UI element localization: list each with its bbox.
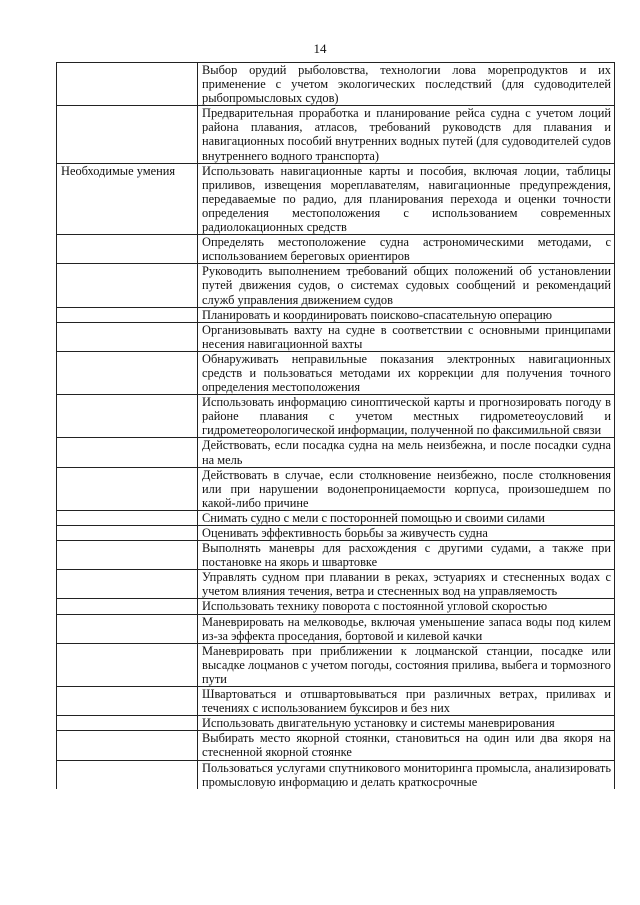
requirement-cell: Использовать навигационные карты и пособия, включая лоции, таблицы приливов, извещения мореплавателям, навигационные предупреждения, передаваемые по радио, для планирования перехода и оценки точности определения местоположения с использованием современных радиолокационных средств (198, 163, 615, 234)
table-row (57, 716, 615, 731)
requirement-cell: Маневрировать при приближении к лоцманской станции, посадке или высадке лоцманов с учетом погоды, состояния прилива, выбега и тормозного пути (198, 643, 615, 686)
table-row (57, 307, 615, 322)
requirement-cell: Выбирать место якорной стоянки, становиться на один или два якоря на стесненной якорной стоянке (198, 731, 615, 760)
table-row (57, 467, 615, 510)
table-row (57, 322, 615, 351)
section-label-continuation (57, 106, 198, 163)
requirement-cell: Действовать, если посадка судна на мель неизбежна, и после посадки судна на мель (198, 438, 615, 467)
section-label-continuation (57, 322, 198, 351)
section-label-continuation (57, 570, 198, 599)
requirement-cell: Маневрировать на мелководье, включая уменьшение запаса воды под килем из-за эффекта проседания, бортовой и килевой качки (198, 614, 615, 643)
requirement-cell: Использовать информацию синоптической карты и прогнозировать погоду в районе плавания с учетом местных гидрометеоусловий и гидрометеорологической информации, полученной по факсимильной связи (198, 395, 615, 438)
section-label-continuation (57, 235, 198, 264)
section-label-continuation (57, 599, 198, 614)
section-label: Необходимые умения (57, 163, 198, 234)
requirement-cell: Использовать двигательную установку и системы маневрирования (198, 716, 615, 731)
table-row (57, 163, 615, 234)
requirement-cell: Пользоваться услугами спутникового мониторинга промысла, анализировать промысловую информацию и делать краткосрочные (198, 760, 615, 789)
section-label-continuation (57, 438, 198, 467)
table-row (57, 438, 615, 467)
requirement-cell: Выбор орудий рыболовства, технологии лова морепродуктов и их применение с учетом экологических последствий (для судоводителей рыбопромысловых судов) (198, 63, 615, 106)
requirement-cell: Обнаруживать неправильные показания электронных навигационных средств и пользоваться методами их коррекции для получения точного определения местоположения (198, 351, 615, 394)
requirement-cell: Определять местоположение судна астрономическими методами, с использованием береговых ориентиров (198, 235, 615, 264)
table-row (57, 63, 615, 106)
section-label-continuation (57, 467, 198, 510)
table-row (57, 541, 615, 570)
table-row (57, 510, 615, 525)
section-label-continuation (57, 264, 198, 307)
section-label-continuation (57, 351, 198, 394)
table-row (57, 570, 615, 599)
page-number: 14 (313, 41, 327, 56)
section-label-continuation (57, 526, 198, 541)
requirement-cell: Планировать и координировать поисково-спасательную операцию (198, 307, 615, 322)
table-row (57, 643, 615, 686)
section-label-continuation (57, 760, 198, 789)
section-label-continuation (57, 716, 198, 731)
table-row (57, 395, 615, 438)
section-label-continuation (57, 687, 198, 716)
table-row (57, 526, 615, 541)
table-row (57, 106, 615, 163)
requirement-cell: Организовывать вахту на судне в соответствии с основными принципами несения навигационной вахты (198, 322, 615, 351)
requirement-cell: Управлять судном при плавании в реках, эстуариях и стесненных водах с учетом влияния течения, ветра и стесненных вод на управляемость (198, 570, 615, 599)
table-row (57, 731, 615, 760)
requirement-cell: Действовать в случае, если столкновение неизбежно, после столкновения или при нарушении водонепроницаемости корпуса, произошедшем по какой-либо причине (198, 467, 615, 510)
table-row (57, 760, 615, 789)
section-label-continuation (57, 541, 198, 570)
section-label (57, 63, 198, 106)
section-label-continuation (57, 614, 198, 643)
table-row (57, 351, 615, 394)
section-label-continuation (57, 395, 198, 438)
requirement-cell: Руководить выполнением требований общих положений об установлении путей движения судов, о системах судовых сообщений и рекомендаций служб управления движением судов (198, 264, 615, 307)
section-label-continuation (57, 731, 198, 760)
competency-table (56, 62, 615, 789)
requirement-cell: Использовать технику поворота с постоянной угловой скоростью (198, 599, 615, 614)
requirement-cell: Швартоваться и отшвартовываться при различных ветрах, приливах и течениях с использованием буксиров и без них (198, 687, 615, 716)
table-row (57, 264, 615, 307)
table-row (57, 687, 615, 716)
table-row (57, 599, 615, 614)
section-label-continuation (57, 307, 198, 322)
section-label-continuation (57, 643, 198, 686)
requirement-cell: Оценивать эффективность борьбы за живучесть судна (198, 526, 615, 541)
section-label-continuation (57, 510, 198, 525)
table-row (57, 235, 615, 264)
requirement-cell: Выполнять маневры для расхождения с другими судами, а также при постановке на якорь и швартовке (198, 541, 615, 570)
requirement-cell: Предварительная проработка и планирование рейса судна с учетом лоций района плавания, атласов, требований руководств для плавания и навигационных пособий внутренних водных путей (для судоводителей судов внутреннего водного транспорта) (198, 106, 615, 163)
table-row (57, 614, 615, 643)
requirement-cell: Снимать судно с мели с посторонней помощью и своими силами (198, 510, 615, 525)
